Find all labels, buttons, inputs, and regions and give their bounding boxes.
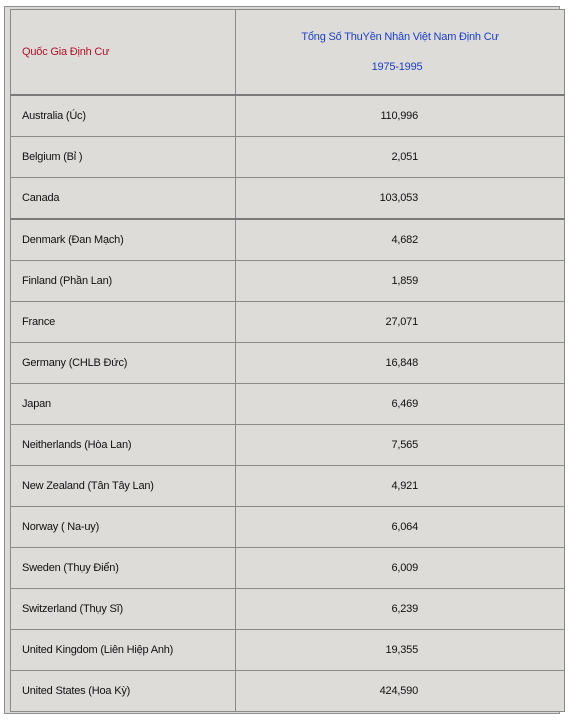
value-cell (236, 261, 565, 302)
resettled-count: 16,848 (385, 357, 418, 369)
table-row (11, 261, 565, 302)
country-cell (11, 425, 236, 466)
value-cell (236, 343, 565, 384)
country-cell (11, 178, 236, 220)
country-name: United Kingdom (Liên Hiệp Anh) (22, 644, 174, 656)
table-row (11, 507, 565, 548)
country-name: United States (Hoa Kỳ) (22, 685, 131, 697)
country-name: Japan (22, 398, 51, 410)
country-name: Germany (CHLB Đức) (22, 357, 128, 369)
resettled-count: 424,590 (379, 685, 418, 697)
country-cell (11, 219, 236, 261)
header-cell-total (236, 10, 565, 96)
country-name: Canada (22, 192, 60, 204)
country-name: Sweden (Thụy Điển) (22, 562, 119, 574)
country-cell (11, 302, 236, 343)
boat-people-resettlement-table (10, 9, 565, 712)
country-cell (11, 466, 236, 507)
value-cell (236, 425, 565, 466)
resettled-count: 6,064 (391, 521, 418, 533)
value-cell (236, 507, 565, 548)
table-header-row (11, 10, 565, 96)
table-row (11, 137, 565, 178)
table-row (11, 219, 565, 261)
resettled-count: 103,053 (379, 192, 418, 204)
table-row (11, 466, 565, 507)
country-cell (11, 343, 236, 384)
country-cell (11, 384, 236, 425)
table-row (11, 302, 565, 343)
country-name: France (22, 316, 56, 328)
table-row (11, 384, 565, 425)
country-name: Norway ( Na-uy) (22, 521, 100, 533)
value-cell (236, 671, 565, 712)
value-cell (236, 137, 565, 178)
header-total-line2: 1975-1995 (371, 61, 423, 73)
country-cell (11, 95, 236, 137)
resettled-count: 2,051 (391, 151, 418, 163)
resettled-count: 6,469 (391, 398, 418, 410)
country-name: Denmark (Đan Mạch) (22, 234, 124, 246)
table-row (11, 95, 565, 137)
header-total-line1: Tổng Số ThuYền Nhân Việt Nam Định Cư (301, 31, 499, 43)
resettled-count: 6,009 (391, 562, 418, 574)
value-cell (236, 95, 565, 137)
header-country-label: Quốc Gia Định Cư (22, 46, 110, 58)
country-name: Belgium (Bỉ ) (22, 151, 83, 163)
country-name: Finland (Phần Lan) (22, 275, 112, 287)
table-frame (4, 6, 560, 714)
country-name: Switzerland (Thụy Sĩ) (22, 603, 123, 615)
resettled-count: 7,565 (391, 439, 418, 451)
country-name: New Zealand (Tân Tây Lan) (22, 480, 154, 492)
country-name: Australia (Úc) (22, 110, 86, 122)
header-total-label (236, 30, 564, 74)
value-cell (236, 630, 565, 671)
country-cell (11, 548, 236, 589)
resettled-count: 1,859 (391, 275, 418, 287)
resettled-count: 4,682 (391, 234, 418, 246)
value-cell (236, 589, 565, 630)
header-cell-country (11, 10, 236, 96)
country-cell (11, 261, 236, 302)
table-row (11, 178, 565, 220)
resettled-count: 19,355 (385, 644, 418, 656)
country-name: Neitherlands (Hòa Lan) (22, 439, 132, 451)
value-cell (236, 302, 565, 343)
country-cell (11, 137, 236, 178)
value-cell (236, 384, 565, 425)
table-row (11, 630, 565, 671)
resettled-count: 110,996 (380, 110, 418, 122)
country-cell (11, 589, 236, 630)
resettled-count: 27,071 (385, 316, 418, 328)
table-row (11, 343, 565, 384)
value-cell (236, 219, 565, 261)
value-cell (236, 178, 565, 220)
resettled-count: 6,239 (391, 603, 418, 615)
resettled-count: 4,921 (391, 480, 418, 492)
country-cell (11, 671, 236, 712)
value-cell (236, 548, 565, 589)
table-row (11, 589, 565, 630)
country-cell (11, 507, 236, 548)
table-row (11, 425, 565, 466)
table-row (11, 548, 565, 589)
country-cell (11, 630, 236, 671)
value-cell (236, 466, 565, 507)
table-row (11, 671, 565, 712)
